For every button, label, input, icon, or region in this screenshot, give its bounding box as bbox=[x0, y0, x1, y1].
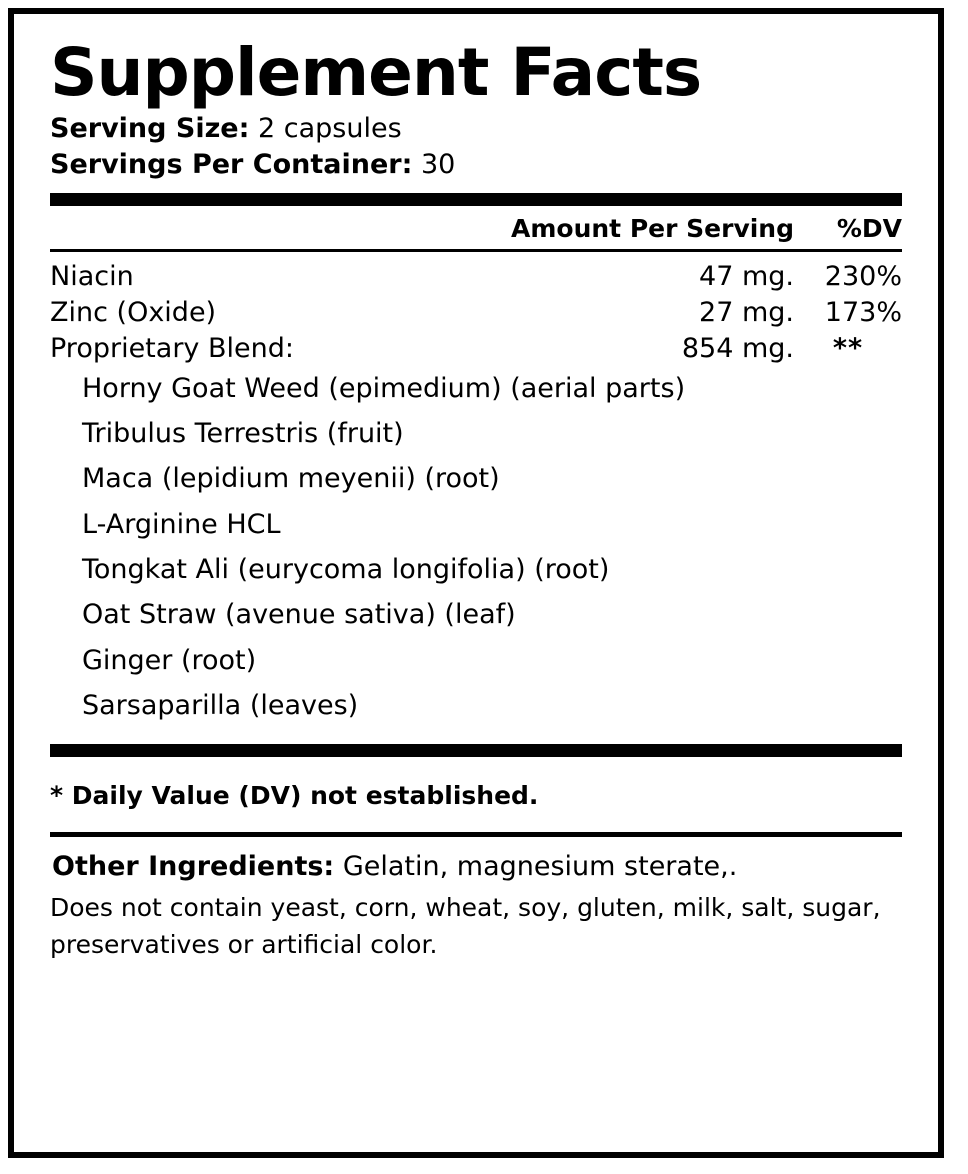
serving-size-line bbox=[50, 111, 902, 147]
table-row bbox=[50, 258, 902, 294]
list-item: Ginger (root) bbox=[82, 644, 257, 676]
page-title: Supplement Facts bbox=[50, 34, 702, 111]
nutrient-name: Zinc (Oxide) bbox=[50, 296, 217, 328]
blend-amount: 854 mg. bbox=[681, 332, 794, 364]
nutrient-amount: 47 mg. bbox=[699, 260, 794, 292]
nutrient-dv: 173% bbox=[824, 296, 902, 328]
nutrient-dv: 230% bbox=[824, 260, 902, 292]
list-item: Tribulus Terrestris (fruit) bbox=[82, 417, 404, 449]
list-item: L-Arginine HCL bbox=[82, 508, 281, 540]
serving-size-label: Serving Size: bbox=[50, 113, 250, 145]
list-item: Horny Goat Weed (epimedium) (aerial parts) bbox=[82, 372, 686, 404]
blend-name: Proprietary Blend: bbox=[50, 332, 294, 364]
other-ingredients-line bbox=[50, 837, 902, 884]
other-ingredients-value: Gelatin, magnesium sterate,. bbox=[342, 851, 738, 883]
other-ingredients-label: Other Ingredients: bbox=[52, 851, 335, 883]
blend-dv: ** bbox=[832, 332, 864, 364]
supplement-facts-panel bbox=[8, 8, 944, 1158]
daily-value-footnote: * Daily Value (DV) not established. bbox=[50, 781, 539, 811]
table-row bbox=[50, 294, 902, 330]
list-item: Maca (lepidium meyenii) (root) bbox=[82, 463, 500, 495]
nutrient-name: Niacin bbox=[50, 260, 134, 292]
servings-per-container-label: Servings Per Container: bbox=[50, 148, 413, 180]
table-row-proprietary-blend bbox=[50, 330, 902, 366]
column-header-dv: %DV bbox=[836, 213, 902, 243]
list-item: Sarsaparilla (leaves) bbox=[82, 690, 359, 722]
serving-size-value: 2 capsules bbox=[258, 113, 402, 145]
column-header-amount: Amount Per Serving bbox=[511, 213, 794, 243]
servings-per-container-value: 30 bbox=[420, 148, 456, 180]
blend-ingredient-list bbox=[50, 366, 902, 729]
column-headers bbox=[50, 206, 902, 249]
allergen-statement: Does not contain yeast, corn, wheat, soy, gluten, milk, salt, sugar, preservatives or artificial color. bbox=[50, 893, 881, 959]
servings-per-container-line bbox=[50, 147, 902, 183]
supplement-facts-content bbox=[50, 34, 902, 963]
list-item: Tongkat Ali (eurycoma longifolia) (root) bbox=[82, 553, 610, 585]
list-item: Oat Straw (avenue sativa) (leaf) bbox=[82, 599, 516, 631]
nutrient-amount: 27 mg. bbox=[699, 296, 794, 328]
divider-thick-bottom bbox=[50, 744, 902, 757]
spacer bbox=[50, 728, 902, 734]
divider-thick-top bbox=[50, 193, 902, 206]
